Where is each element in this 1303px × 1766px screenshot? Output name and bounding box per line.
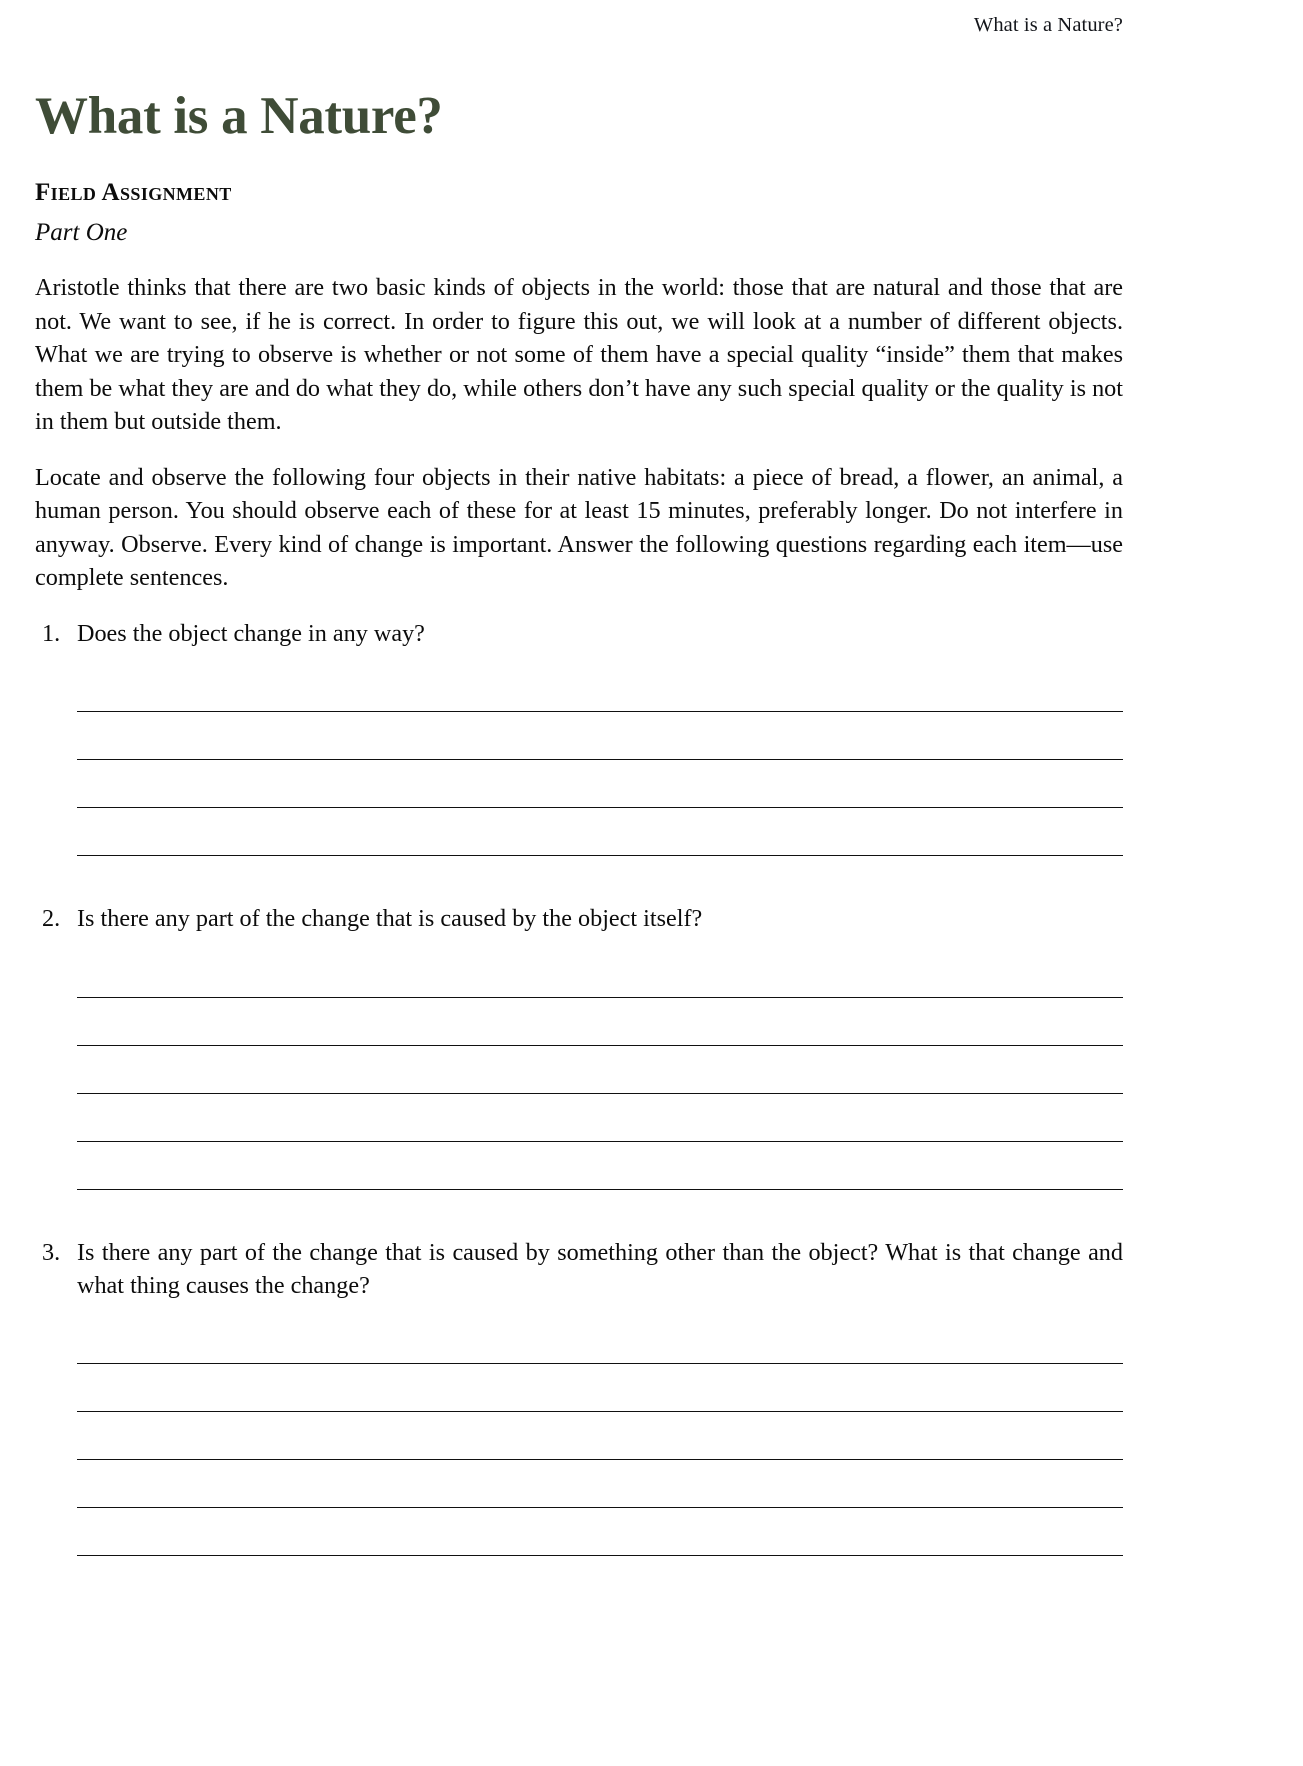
question-text: Does the object change in any way? <box>77 619 425 647</box>
paragraph-instructions: Locate and observe the following four objects in their native habitats: a piece of bread, a flower, an animal, a human person. You should observe each of these for at least 15 minutes, preferably longer. Do not interfere in anyway. Observe. Every kind of change is important. Answer the following questions regarding each item—use complete sentences. <box>35 463 1123 592</box>
question-number: 3. <box>42 1238 61 1266</box>
running-header: What is a Nature? <box>973 14 1123 36</box>
answer-line[interactable] <box>77 1142 1123 1190</box>
answer-line[interactable] <box>77 760 1123 808</box>
spacer <box>35 856 1123 902</box>
question-row <box>35 1236 1123 1303</box>
answer-line[interactable] <box>77 712 1123 760</box>
question-item-2 <box>35 902 1123 1235</box>
answer-line[interactable] <box>77 1094 1123 1142</box>
spacer <box>35 1190 1123 1236</box>
question-text: Is there any part of the change that is caused by the object itself? <box>77 905 703 933</box>
question-list <box>35 617 1123 1557</box>
answer-line[interactable] <box>77 1508 1123 1556</box>
document-content <box>35 88 1123 1556</box>
page-title: What is a Nature? <box>35 87 443 145</box>
answer-line[interactable] <box>77 1046 1123 1094</box>
subsection-heading-part-one: Part One <box>35 219 128 247</box>
answer-line[interactable] <box>77 1316 1123 1364</box>
question-number: 1. <box>42 619 61 647</box>
question-row <box>35 617 1123 650</box>
question-row <box>35 902 1123 935</box>
answer-line[interactable] <box>77 808 1123 856</box>
question-number: 2. <box>42 905 61 933</box>
answer-line[interactable] <box>77 1460 1123 1508</box>
question-item-1 <box>35 617 1123 902</box>
answer-line[interactable] <box>77 664 1123 712</box>
answer-line[interactable] <box>77 998 1123 1046</box>
answer-lines-q2 <box>77 950 1123 1190</box>
answer-line[interactable] <box>77 1412 1123 1460</box>
paragraph-intro: Aristotle thinks that there are two basic kinds of objects in the world: those that are natural and those that are not. We want to see, if he is correct. In order to figure this out, we will look at a number of different objects. What we are trying to observe is whether or not some of them have a special quality “inside” them that makes them be what they are and do what they do, while others don’t have any such special quality or the quality is not in them but outside them. <box>35 274 1123 436</box>
section-heading-field-assignment: Field Assignment <box>35 179 232 207</box>
answer-line[interactable] <box>77 1364 1123 1412</box>
question-item-3 <box>35 1236 1123 1557</box>
answer-lines-q3 <box>77 1316 1123 1556</box>
answer-lines-q1 <box>77 664 1123 856</box>
answer-line[interactable] <box>77 950 1123 998</box>
question-text: Is there any part of the change that is caused by something other than the object? What is that change and what thing causes the change? <box>77 1238 1123 1300</box>
